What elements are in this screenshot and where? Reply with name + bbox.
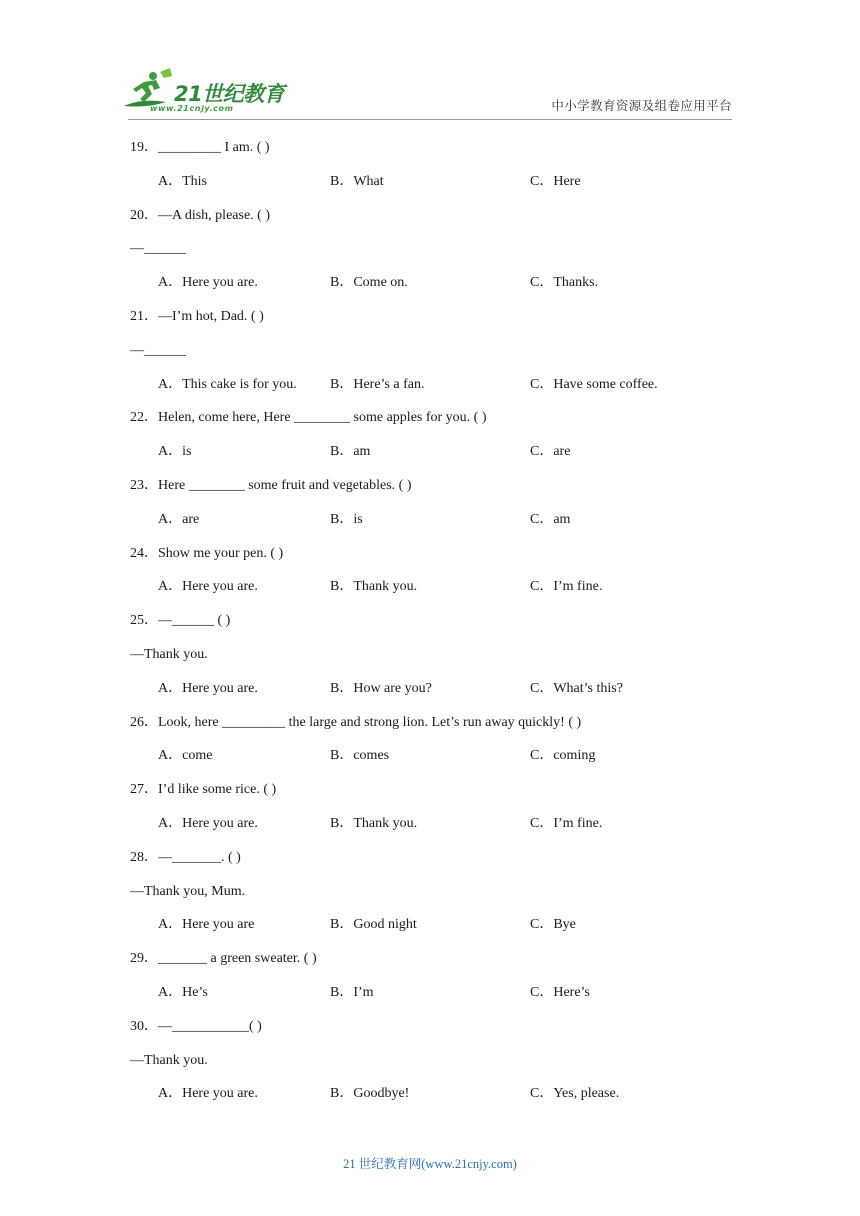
option-c[interactable]: C．Here <box>530 173 581 189</box>
answer-options <box>130 373 740 407</box>
option-c[interactable]: C．am <box>530 511 571 527</box>
question-list <box>130 136 740 1116</box>
question-stem: 19．_________ I am. ( ) <box>130 140 270 155</box>
question-stem: 26．Look, here _________ the large and strong lion. Let’s run away quickly! ( ) <box>130 714 582 730</box>
option-b[interactable]: B．What <box>330 173 384 189</box>
dialogue-line: —Thank you, Mum. <box>130 883 246 899</box>
question-stem: 29．_______ a green sweater. ( ) <box>130 951 317 967</box>
option-a[interactable]: A．This <box>158 173 207 189</box>
option-a[interactable]: A．is <box>158 444 192 460</box>
question-item <box>130 474 740 542</box>
answer-options <box>130 1082 740 1116</box>
question-stem: 25．—______ ( ) <box>130 613 231 629</box>
option-a[interactable]: A．He’s <box>158 984 208 1000</box>
option-b[interactable]: B．Thank you. <box>330 815 418 831</box>
platform-name: 中小学教育资源及组卷应用平台 <box>551 98 732 113</box>
option-b[interactable]: B．Come on. <box>330 275 408 291</box>
question-stem: 27．I’d like some rice. ( ) <box>130 782 277 798</box>
answer-options <box>130 677 740 711</box>
option-b[interactable]: B．Here’s a fan. <box>330 376 425 392</box>
question-item <box>130 204 740 305</box>
question-stem: 22．Helen, come here, Here ________ some apples for you. ( ) <box>130 410 487 426</box>
option-b[interactable]: B．Thank you. <box>330 579 418 595</box>
option-c[interactable]: C．Here’s <box>530 984 590 1000</box>
option-a[interactable]: A．Here you are. <box>158 815 258 831</box>
answer-options <box>130 170 740 204</box>
dialogue-line: —Thank you. <box>130 646 208 662</box>
option-a[interactable]: A．are <box>158 511 200 527</box>
dialogue-line: —______ <box>130 342 186 358</box>
question-item <box>130 947 740 1015</box>
option-b[interactable]: B．is <box>330 511 363 527</box>
option-a[interactable]: A．come <box>158 748 213 764</box>
answer-options <box>130 508 740 542</box>
question-item <box>130 136 740 204</box>
option-a[interactable]: A．Here you are. <box>158 275 258 291</box>
option-b[interactable]: B．Good night <box>330 917 417 933</box>
question-item <box>130 406 740 474</box>
question-stem: 30．—___________( ) <box>130 1018 262 1034</box>
option-b[interactable]: B．Goodbye! <box>330 1086 410 1102</box>
answer-options <box>130 440 740 474</box>
header-divider <box>128 119 732 120</box>
option-b[interactable]: B．How are you? <box>330 680 432 696</box>
question-item <box>130 542 740 610</box>
answer-options <box>130 913 740 947</box>
question-stem: 24．Show me your pen. ( ) <box>130 545 284 561</box>
option-c[interactable]: C．coming <box>530 748 596 764</box>
logo-text: 21世纪教育 <box>174 82 285 106</box>
logo-url: www.21cnjy.com <box>150 104 234 113</box>
logo <box>122 68 292 116</box>
option-b[interactable]: B．I’m <box>330 984 374 1000</box>
dialogue-line: —Thank you. <box>130 1052 208 1068</box>
question-item <box>130 305 740 406</box>
question-stem: 23．Here ________ some fruit and vegetables. ( ) <box>130 477 412 493</box>
answer-options <box>130 575 740 609</box>
question-stem: 21．—I’m hot, Dad. ( ) <box>130 308 264 324</box>
option-b[interactable]: B．am <box>330 444 371 460</box>
question-item <box>130 711 740 779</box>
question-stem: 20．—A dish, please. ( ) <box>130 207 270 223</box>
option-a[interactable]: A．Here you are. <box>158 1086 258 1102</box>
question-item <box>130 1015 740 1116</box>
option-c[interactable]: C．Bye <box>530 917 576 933</box>
page-header <box>0 0 860 124</box>
question-item <box>130 778 740 846</box>
answer-options <box>130 981 740 1015</box>
option-b[interactable]: B．comes <box>330 748 390 764</box>
option-c[interactable]: C．What’s this? <box>530 680 623 696</box>
question-item <box>130 609 740 710</box>
page-footer: 21 世纪教育网(www.21cnjy.com) <box>343 1157 517 1171</box>
option-c[interactable]: C．Have some coffee. <box>530 376 658 392</box>
answer-options <box>130 744 740 778</box>
option-c[interactable]: C．are <box>530 444 571 460</box>
question-item <box>130 846 740 947</box>
option-c[interactable]: C．I’m fine. <box>530 579 603 595</box>
option-a[interactable]: A．Here you are. <box>158 680 258 696</box>
option-a[interactable]: A．This cake is for you. <box>158 376 297 392</box>
option-a[interactable]: A．Here you are <box>158 917 255 933</box>
option-a[interactable]: A．Here you are. <box>158 579 258 595</box>
question-stem: 28．—_______. ( ) <box>130 849 241 865</box>
option-c[interactable]: C．I’m fine. <box>530 815 603 831</box>
answer-options <box>130 812 740 846</box>
option-c[interactable]: C．Yes, please. <box>530 1086 620 1102</box>
answer-options <box>130 271 740 305</box>
option-c[interactable]: C．Thanks. <box>530 275 599 291</box>
dialogue-line: —______ <box>130 241 186 257</box>
